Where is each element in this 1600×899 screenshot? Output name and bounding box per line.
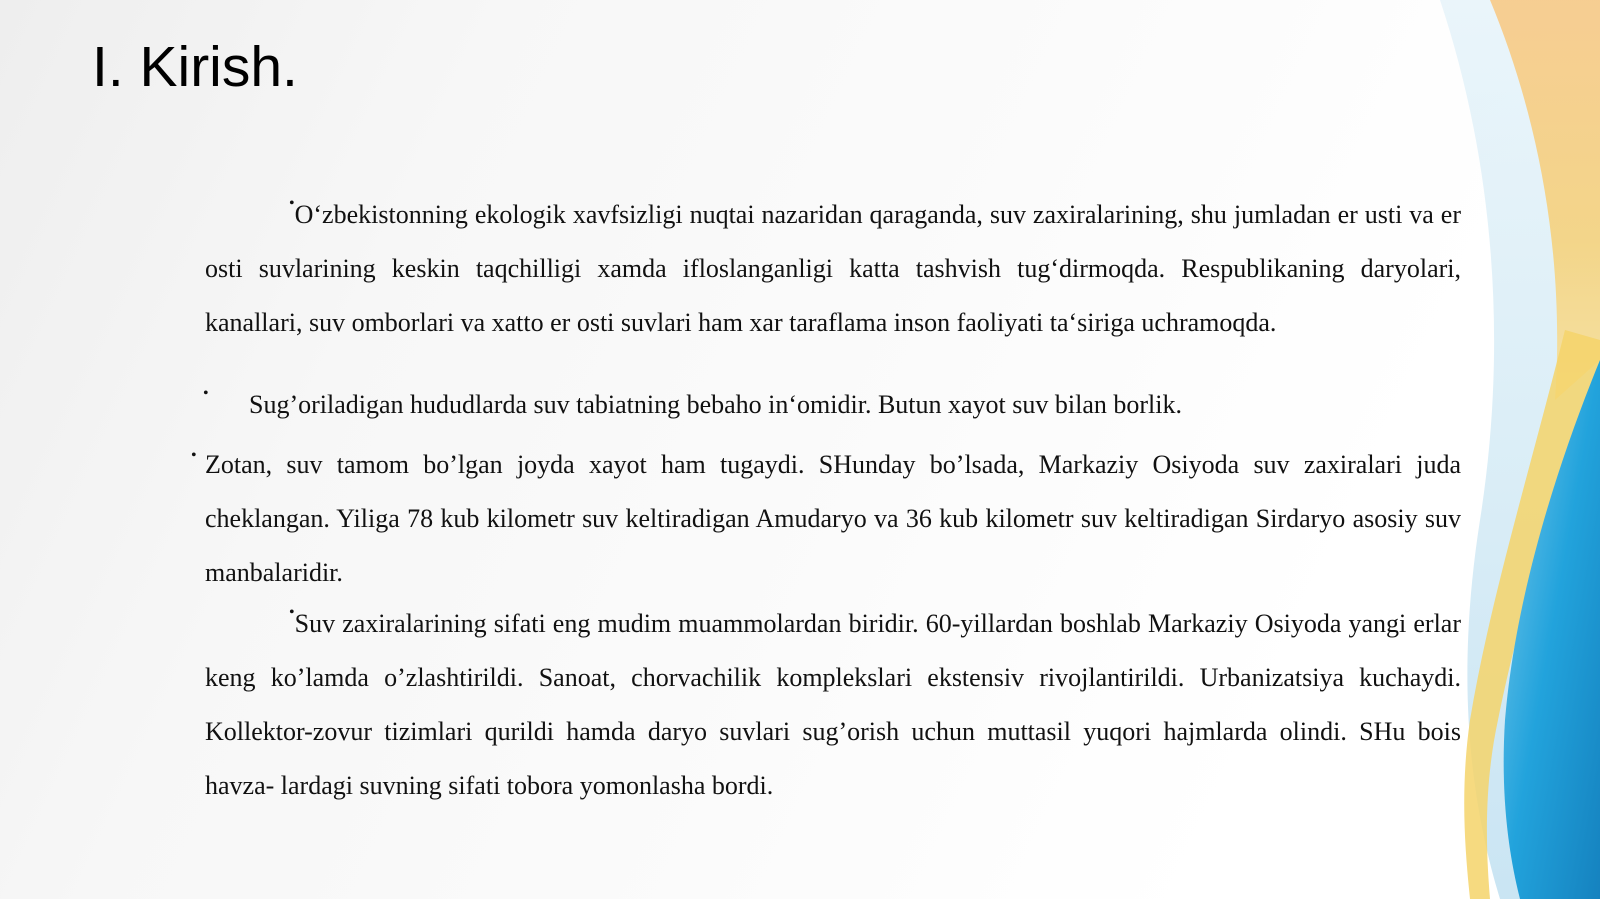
paragraph-1 [205,188,1461,350]
bullet-4: • [289,604,295,621]
paragraph-1-text: O‘zbekistonning ekologik xavfsizligi nuqtai nazaridan qaraganda, suv zaxiralarining, shu jumladan er usti va er osti suvlarining keskin taqchilligi xamda ifloslanganligi katta tashvish tug‘dirmoqda. Respublikaning daryolari, kanallari, suv omborlari va xatto er osti suvlari ham xar taraflama inson faoliyati ta‘siriga uchramoqda. [205,200,1461,337]
paragraph-2-text: Sug’oriladigan hududlarda suv tabiatning bebaho in‘omidir. Butun xayot suv bilan borlik. [249,390,1182,419]
bullet-1: • [289,195,295,212]
slide-title: I. Kirish. [92,35,298,99]
bullet-2: • [203,385,209,402]
paragraph-2 [205,378,1461,432]
bullet-3: • [191,447,197,464]
paragraph-4 [205,597,1461,813]
paragraph-3 [191,438,1461,600]
paragraph-3-text: Zotan, suv tamom bo’lgan joyda xayot ham tugaydi. SHunday bo’lsada, Markaziy Osiyoda suv zaxiralari juda cheklangan. Yiliga 78 kub kilometr suv keltiradigan Amudaryo va 36 kub kilometr suv keltiradigan Sirdaryo asosiy suv manbalaridir. [205,450,1461,587]
paragraph-4-text: Suv zaxiralarining sifati eng mudim muammolardan biridir. 60-yillardan boshlab Markaziy Osiyoda yangi erlar keng ko’lamda o’zlashtirildi. Sanoat, chorvachilik komplekslari ekstensiv rivojlantirildi. Urbanizatsiya kuchaydi. Kollektor-zovur tizimlari qurildi hamda daryo suvlari sug’orish uchun muttasil yuqori hajmlarda olindi. SHu bois havza- lardagi suvning sifati tobora yomonlasha bordi. [205,609,1461,800]
